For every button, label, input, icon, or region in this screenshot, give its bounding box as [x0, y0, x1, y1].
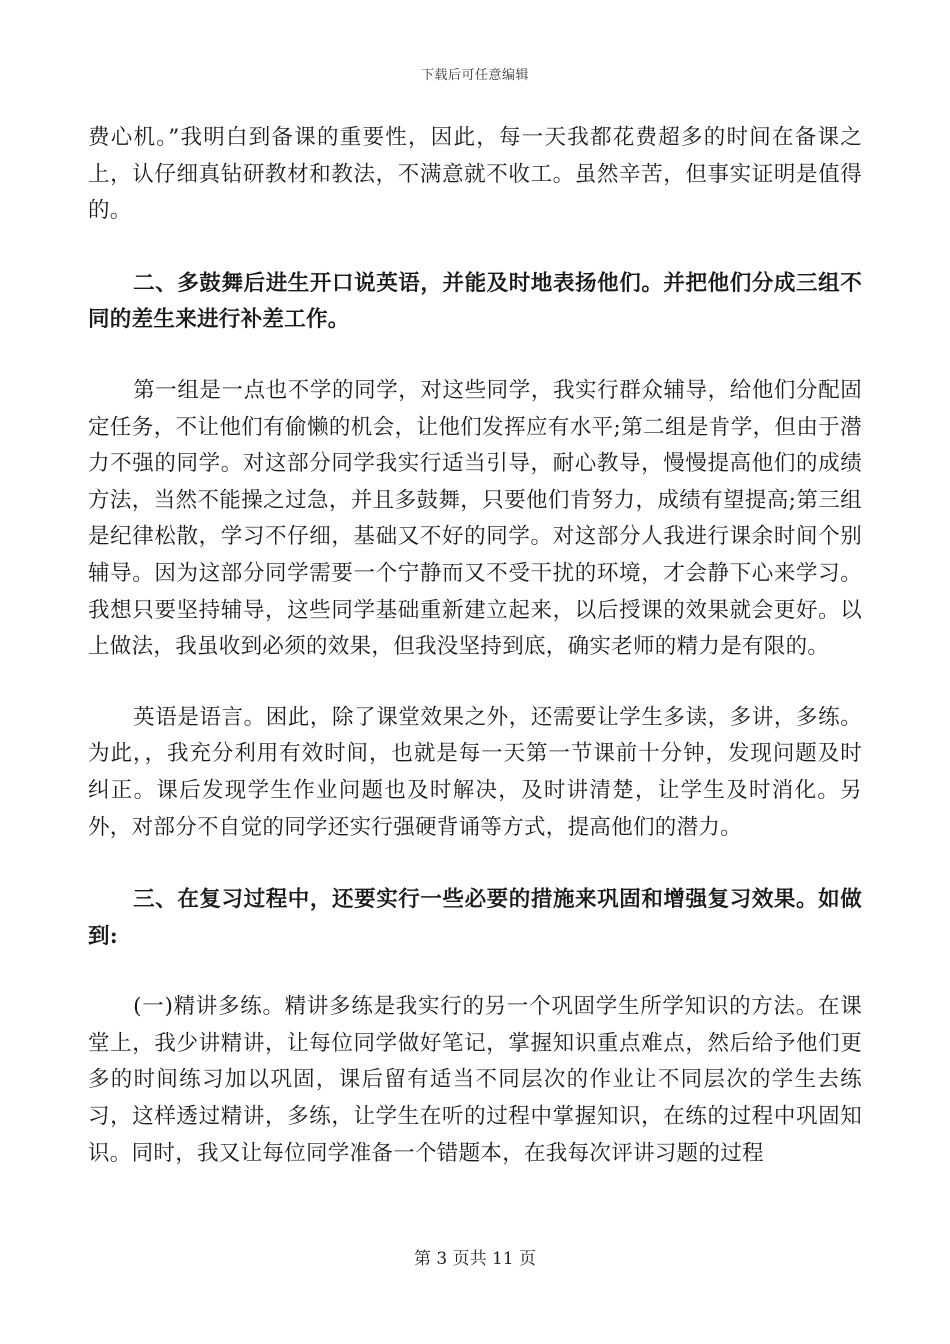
paragraph-continuation: 费心机。”我明白到备课的重要性，因此，每一天我都花费超多的时间在备课之上，认仔细真钻研教材和教法，不满意就不收工。虽然辛苦，但事实证明是值得的。: [88, 125, 862, 224]
page-footer: 第 3 页共 11 页: [413, 1249, 537, 1269]
paragraph-english-practice: 英语是语言。困此，除了课堂效果之外，还需要让学生多读，多讲，多练。为此，，我充分利用有效时间，也就是每一天第一节课前十分钟，发现问题及时纠正。课后发现学生作业问题也及时解决，及时讲清楚，让学生及时消化。另外，对部分不自觉的同学还实行强硬背诵等方式，提高他们的潜力。: [88, 704, 862, 840]
page-header: 下载后可任意编辑: [420, 68, 529, 83]
paragraph-student-groups: 第一组是一点也不学的同学，对这些同学，我实行群众辅导，给他们分配固定任务，不让他们有偷懒的机会，让他们发挥应有水平;第二组是肯学，但由于潜力不强的同学。对这部分同学我实行适当引导，耐心教导，慢慢提高他们的成绩方法，当然不能操之过急，并且多鼓舞，只要他们肯努力，成绩有望提高;第三组是纪律松散，学习不仔细，基础又不好的同学。对这部分人我进行课余时间个别辅导。因为这部分同学需要一个宁静而又不受干扰的环境，才会静下心来学习。我想只要坚持辅导，这些同学基础重新建立起来，以后授课的效果就会更好。以上做法，我虽收到必须的效果，但我没坚持到底，确实老师的精力是有限的。: [88, 377, 862, 660]
section-heading-three: 三、在复习过程中，还要实行一些必要的措施来巩固和增强复习效果。如做到:: [88, 887, 862, 949]
document-body: [88, 120, 862, 1172]
paragraph-intensive-practice: (一)精讲多练。精讲多练是我实行的另一个巩固学生所学知识的方法。在课堂上，我少讲精讲，让每位同学做好笔记，掌握知识重点难点，然后给予他们更多的时间练习加以巩固，课后留有适当不同层次的作业让不同层次的学生去练习，这样透过精讲，多练，让学生在听的过程中掌握知识，在练的过程中巩固知识。同时，我又让每位同学准备一个错题本，在我每次评讲习题的过程: [88, 994, 862, 1166]
section-heading-two: 二、多鼓舞后进生开口说英语，并能及时地表扬他们。并把他们分成三组不同的差生来进行补差工作。: [88, 270, 862, 333]
